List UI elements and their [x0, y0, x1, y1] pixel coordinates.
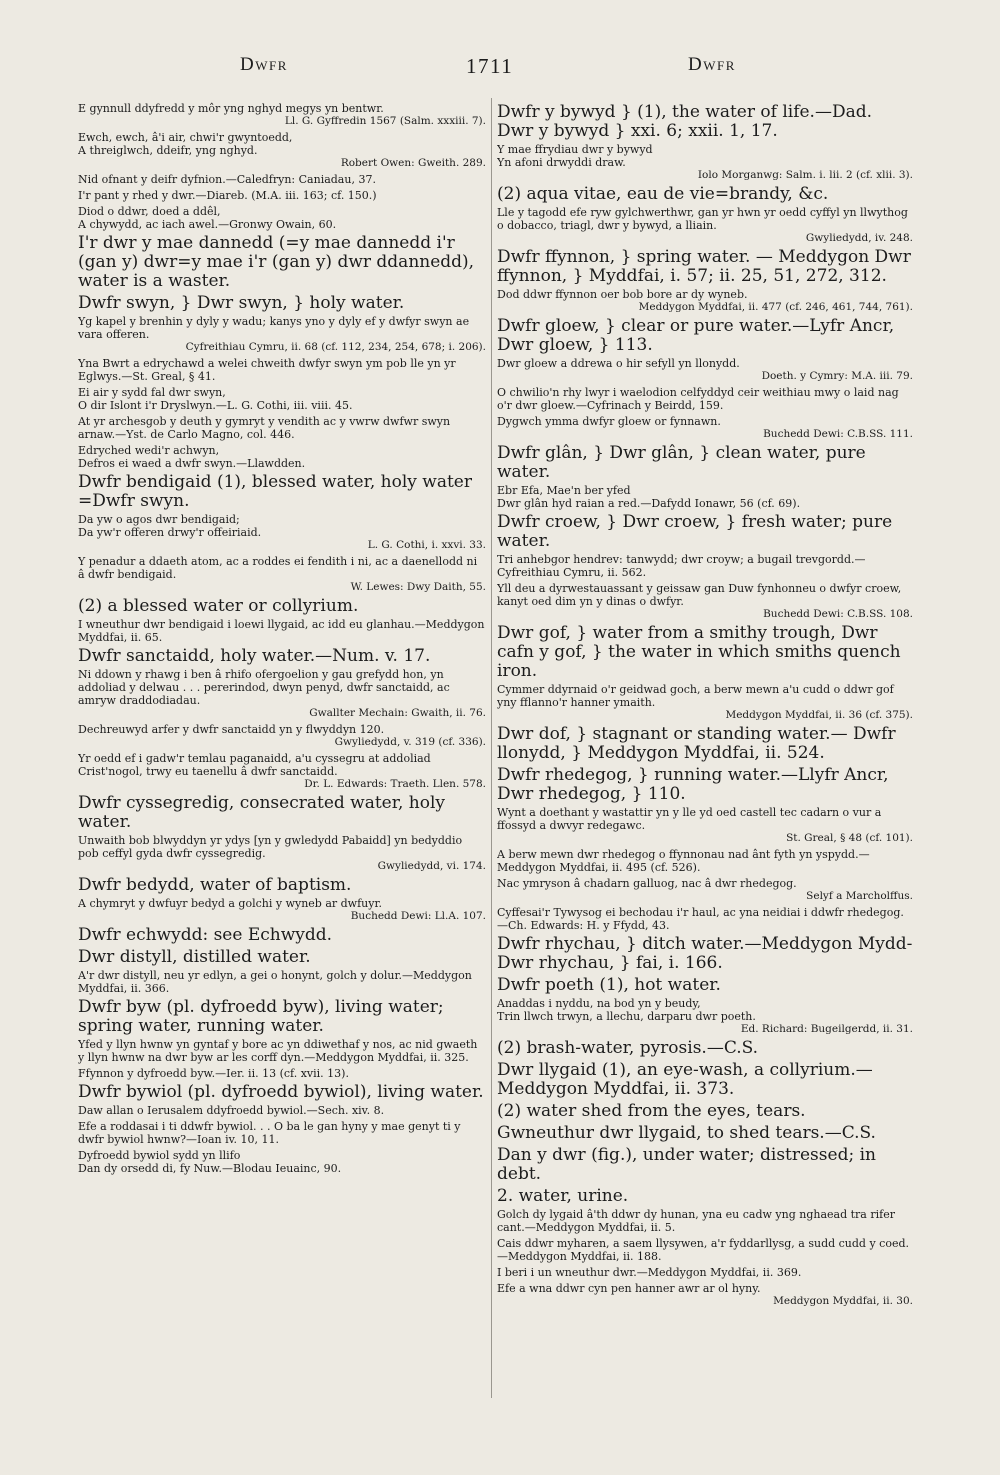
quotation-line: Dygwch ymma dwfyr gloew or fynnawn. — [497, 415, 721, 428]
quotation-line: At yr archesgob y deuth y gymryt y vendith ac y vwrw dwfwr swyn arnaw.—Yst. de Carlo Magno, col. 446. — [78, 415, 451, 441]
quotation-line: A chywydd, ac iach awel.—Gronwy Owain, 60. — [78, 218, 337, 231]
quotation-line: Efe a roddasai i ti ddwfr bywiol. . . O ba le gan hyny y mae genyt ti y dwfr bywiol hwnw?—Ioan iv. 10, 11. — [78, 1120, 461, 1146]
dictionary-entry: Dwfr bywiol (pl. dyfroedd bywiol), living water. — [78, 1082, 484, 1102]
quotation-source: Iolo Morganwg: Salm. i. lii. 2 (cf. xlii. 3). — [697, 169, 913, 181]
quotation — [78, 555, 486, 594]
quotation — [78, 357, 486, 383]
quotation-line: Unwaith bob blwyddyn yr ydys [yn y gwledydd Pabaidd] yn bedyddio pob ceffyl gyda dwfr cyssegredig. — [78, 834, 463, 860]
header-right-word: Dwfr — [688, 54, 736, 75]
quotation-line: Anaddas i nyddu, na bod yn y beudy, — [497, 997, 701, 1010]
quotation — [497, 848, 913, 874]
quotation-source: Gwallter Mechain: Gwaith, ii. 76. — [309, 707, 486, 719]
dictionary-entry: Dwfr poeth (1), hot water. — [497, 975, 721, 995]
quotation-line: Wynt a doethant y wastattir yn y lle yd oed castell tec cadarn o vur a ffossyd a dwvyr redegawc. — [497, 806, 882, 832]
quotation-source: Cyfreithiau Cymru, ii. 68 (cf. 112, 234, 254, 678; i. 206). — [185, 341, 486, 353]
quotation-source: Buchedd Dewi: Ll.A. 107. — [350, 910, 486, 922]
quotation — [497, 806, 913, 845]
column-divider — [491, 98, 492, 1398]
quotation — [78, 444, 486, 470]
quotation — [497, 906, 913, 932]
dictionary-entry: Dwfr bedydd, water of baptism. — [78, 875, 352, 895]
quotation — [497, 288, 913, 314]
quotation — [78, 618, 486, 644]
quotation — [78, 513, 486, 552]
quotation-line: A'r dwr distyll, neu yr edlyn, a gei o honynt, golch y dolur.—Meddygon Myddfai, ii. 366. — [78, 969, 472, 995]
dictionary-entry: Dwr llygaid (1), an eye-wash, a collyrium.—Meddygon Myddfai, ii. 373. — [497, 1060, 873, 1099]
quotation-line: Ewch, ewch, â'i air, chwi'r gwyntoedd, — [78, 131, 293, 144]
quotation-source: Ed. Richard: Bugeilgerdd, ii. 31. — [740, 1023, 913, 1035]
quotation-source: Meddygon Myddfai, ii. 30. — [773, 1295, 913, 1307]
quotation-source: Gwyliedydd, vi. 174. — [377, 860, 486, 872]
quotation — [78, 723, 486, 749]
quotation-line: Ni ddown y rhawg i ben â rhifo ofergoelion y gau grefydd hon, yn addoliad y delwau . . . pererindod, dwyn penyd, dwfr sanctaidd, ac amryw draddodiadau. — [78, 668, 450, 707]
dictionary-entry: I'r dwr y mae dannedd (=y mae dannedd i'r (gan y) dwr=y mae i'r (gan y) dwr ddannedd), water is a waster. — [78, 233, 475, 291]
dictionary-entry: Dan y dwr (fig.), under water; distressed; in debt. — [497, 1145, 876, 1184]
dictionary-entry: Gwneuthur dwr llygaid, to shed tears.—C.S. — [497, 1123, 876, 1143]
quotation-line: Yll deu a dyrwestauassant y geissaw gan Duw fynhonneu o dwfyr croew, kanyt oed dim yn y dinas o dwfyr. — [497, 582, 902, 608]
quotation-source: Dr. L. Edwards: Traeth. Llen. 578. — [304, 778, 486, 790]
quotation-line: Dwr glân hyd raian a red.—Dafydd Ionawr, 56 (cf. 69). — [497, 497, 801, 510]
quotation-line: Cymmer ddyrnaid o'r geidwad goch, a berw mewn a'u cudd o ddwr gof yny fflanno'r hanner ymaith. — [497, 683, 894, 709]
quotation-line: Dechreuwyd arfer y dwfr sanctaidd yn y flwyddyn 120. — [78, 723, 385, 736]
quotation-line: Trin llwch trwyn, a llechu, darparu dwr poeth. — [497, 1010, 756, 1023]
dictionary-entry: Dwfr byw (pl. dyfroedd byw), living water; spring water, running water. — [78, 997, 444, 1036]
quotation-line: A threiglwch, ddeifr, yng nghyd. — [78, 144, 258, 157]
quotation-source: Meddygon Myddfai, ii. 477 (cf. 246, 461, 744, 761). — [638, 301, 913, 313]
dictionary-entry: (2) water shed from the eyes, tears. — [497, 1101, 806, 1121]
quotation — [78, 1149, 486, 1175]
quotation-line: O chwilio'n rhy lwyr i waelodion celfyddyd ceir weithiau mwy o laid nag o'r dwr gloew.—Cyfrinach y Beirdd, 159. — [497, 386, 899, 412]
quotation — [497, 386, 913, 412]
quotation-line: Nac ymryson â chadarn galluog, nac â dwr rhedegog. — [497, 877, 797, 890]
quotation-line: Golch dy lygaid â'th ddwr dy hunan, yna eu cadw yng nghaead tra rifer cant.—Meddygon Myddfai, ii. 5. — [497, 1208, 895, 1234]
quotation — [497, 1237, 913, 1263]
dictionary-entry: (2) a blessed water or collyrium. — [78, 596, 359, 616]
quotation-line: Dod ddwr ffynnon oer bob bore ar dy wyneb. — [497, 288, 748, 301]
quotation-line: Edryched wedi'r achwyn, — [78, 444, 220, 457]
quotation-line: Nid ofnant y deifr dyfnion.—Caledfryn: Caniadau, 37. — [78, 173, 376, 186]
quotation-line: A chymryt y dwfuyr bedyd a golchi y wyneb ar dwfuyr. — [78, 897, 383, 910]
quotation-source: Meddygon Myddfai, ii. 36 (cf. 375). — [725, 709, 913, 721]
quotation-line: I'r pant y rhed y dwr.—Diareb. (M.A. iii. 163; cf. 150.) — [78, 189, 377, 202]
quotation-line: Dan dy orsedd di, fy Nuw.—Blodau Ieuainc, 90. — [78, 1162, 342, 1175]
dictionary-entry: Dwfr ffynnon, } spring water. — Meddygon Dwr ffynnon, } Myddfai, i. 57; ii. 25, 51, 272, 312. — [497, 247, 911, 286]
dictionary-entry: Dwfr rhychau, } ditch water.—Meddygon Mydd- Dwr rhychau, } fai, i. 166. — [497, 934, 913, 973]
dictionary-entry: Dwfr cyssegredig, consecrated water, holy water. — [78, 793, 446, 832]
quotation — [78, 969, 486, 995]
dictionary-entry: Dwfr glân, } Dwr glân, } clean water, pure water. — [497, 443, 866, 482]
dictionary-entry: Dwr dof, } stagnant or standing water.— Dwfr llonydd, } Meddygon Myddfai, ii. 524. — [497, 724, 896, 763]
quotation-line: Defros ei waed a dwfr swyn.—Llawdden. — [78, 457, 306, 470]
quotation-line: Yna Bwrt a edrychawd a welei chweith dwfyr swyn ym pob lle yn yr Eglwys.—St. Greal, § 41. — [78, 357, 456, 383]
quotation-line: I wneuthur dwr bendigaid i loewi llygaid, ac idd eu glanhau.—Meddygon Myddfai, ii. 65. — [78, 618, 485, 644]
dictionary-entry: 2. water, urine. — [497, 1186, 629, 1206]
quotation — [78, 173, 486, 186]
quotation-line: Daw allan o Ierusalem ddyfroedd bywiol.—Sech. xiv. 8. — [78, 1104, 385, 1117]
quotation-line: Efe a wna ddwr cyn pen hanner awr ar ol hyny. — [497, 1282, 761, 1295]
quotation-line: Y penadur a ddaeth atom, ac a roddes ei fendith i ni, ac a daenellodd ni â dwfr bendigaid. — [78, 555, 478, 581]
quotation-source: Gwyliedydd, v. 319 (cf. 336). — [334, 736, 486, 748]
dictionary-entry: Dwfr swyn, } Dwr swyn, } holy water. — [78, 293, 405, 313]
quotation-line: Y mae ffrydiau dwr y bywyd — [497, 143, 653, 156]
quotation-line: Ei air y sydd fal dwr swyn, — [78, 386, 226, 399]
quotation-source: Robert Owen: Gweith. 289. — [340, 157, 486, 169]
quotation-source: Selyf a Marcholffus. — [806, 890, 913, 902]
quotation-source: Ll. G. Gyffredin 1567 (Salm. xxxiii. 7). — [284, 115, 486, 127]
quotation — [78, 386, 486, 412]
quotation — [78, 102, 486, 128]
quotation-source: W. Lewes: Dwy Daith, 55. — [350, 581, 486, 593]
dictionary-entry: Dwfr sanctaidd, holy water.—Num. v. 17. — [78, 646, 431, 666]
quotation-line: A berw mewn dwr rhedegog o ffynnonau nad ânt fyth yn yspydd.—Meddygon Myddfai, ii. 495 (cf. 526). — [497, 848, 870, 874]
dictionary-entry: Dwr distyll, distilled water. — [78, 947, 311, 967]
quotation-line: Dyfroedd bywiol sydd yn llifo — [78, 1149, 241, 1162]
quotation-line: Cyffesai'r Tywysog ei bechodau i'r haul, ac yna neidiai i ddwfr rhedegog.—Ch. Edwards: H. y Ffydd, 43. — [497, 906, 904, 932]
quotation-line: Yn afoni drwyddi draw. — [497, 156, 626, 169]
quotation-line: Lle y tagodd efe ryw gylchwerthwr, gan yr hwn yr oedd cyffyl yn llwythog o dobacco, triagl, dwr y bywyd, a lliain. — [497, 206, 908, 232]
right-column — [497, 100, 913, 1460]
quotation — [497, 206, 913, 245]
dictionary-entry: Dwfr gloew, } clear or pure water.—Lyfr Ancr, Dwr gloew, } 113. — [497, 316, 895, 355]
quotation — [497, 1208, 913, 1234]
quotation — [497, 553, 913, 579]
quotation-source: Gwyliedydd, iv. 248. — [805, 232, 913, 244]
quotation — [497, 357, 913, 383]
dictionary-entry: (2) brash-water, pyrosis.—C.S. — [497, 1038, 759, 1058]
dictionary-entry: Dwfr rhedegog, } running water.—Llyfr Ancr, Dwr rhedegog, } 110. — [497, 765, 889, 804]
quotation-line: Da yw'r offeren drwy'r offeiriaid. — [78, 526, 262, 539]
dictionary-entry: Dwfr y bywyd } (1), the water of life.—Dad. Dwr y bywyd } xxi. 6; xxii. 1, 17. — [497, 102, 873, 141]
quotation — [497, 582, 913, 621]
quotation — [497, 415, 913, 441]
quotation — [78, 189, 486, 202]
quotation-line: Yfed y llyn hwnw yn gyntaf y bore ac yn ddiwethaf y nos, ac nid gwaeth y llyn hwnw na dwr byw ar les corff dyn.—Meddygon Myddfai, ii. 325. — [78, 1038, 478, 1064]
quotation — [78, 315, 486, 354]
dictionary-entry: Dwr gof, } water from a smithy trough, Dwr cafn y gof, } the water in which smiths quench iron. — [497, 623, 901, 681]
quotation-line: Dwr gloew a ddrewa o hir sefyll yn llonydd. — [497, 357, 740, 370]
quotation-source: Buchedd Dewi: C.B.SS. 111. — [763, 428, 913, 440]
quotation — [78, 897, 486, 923]
quotation-source: Doeth. y Cymry: M.A. iii. 79. — [761, 370, 913, 382]
quotation — [78, 668, 486, 720]
quotation — [497, 1282, 913, 1308]
page-header — [0, 54, 1000, 84]
quotation — [497, 143, 913, 182]
quotation-source: St. Greal, § 48 (cf. 101). — [786, 832, 913, 844]
quotation — [497, 1266, 913, 1279]
quotation-line: Da yw o agos dwr bendigaid; — [78, 513, 240, 526]
quotation — [78, 1067, 486, 1080]
quotation — [497, 997, 913, 1036]
quotation-line: Yg kapel y brenhin y dyly y wadu; kanys yno y dyly ef y dwfyr swyn ae vara offeren. — [78, 315, 470, 341]
left-column — [78, 100, 486, 1460]
quotation — [78, 131, 486, 170]
quotation-source: Buchedd Dewi: C.B.SS. 108. — [763, 608, 913, 620]
quotation — [78, 834, 486, 873]
quotation — [497, 484, 913, 510]
quotation — [78, 752, 486, 791]
quotation-line: I beri i un wneuthur dwr.—Meddygon Myddfai, ii. 369. — [497, 1266, 802, 1279]
quotation-line: Diod o ddwr, doed a ddêl, — [78, 205, 221, 218]
quotation — [78, 205, 486, 231]
quotation — [78, 1104, 486, 1117]
quotation-line: E gynnull ddyfredd y môr yng nghyd megys yn bentwr. — [78, 102, 384, 115]
dictionary-entry: Dwfr croew, } Dwr croew, } fresh water; pure water. — [497, 512, 893, 551]
quotation — [78, 1038, 486, 1064]
dictionary-entry: Dwfr echwydd: see Echwydd. — [78, 925, 333, 945]
header-left-word: Dwfr — [240, 54, 288, 75]
quotation-line: Ffynnon y dyfroedd byw.—Ier. ii. 13 (cf. xvii. 13). — [78, 1067, 349, 1080]
quotation-line: Yr oedd ef i gadw'r temlau paganaidd, a'u cyssegru at addoliad Crist'nogol, trwy eu taenellu â dwfr sanctaidd. — [78, 752, 431, 778]
quotation-line: Cais ddwr myharen, a saem llysywen, a'r fyddarllysg, a sudd cudd y coed.—Meddygon Myddfai, ii. 188. — [497, 1237, 910, 1263]
quotation-line: Tri anhebgor hendrev: tanwydd; dwr croyw; a bugail trevgordd.—Cyfreithiau Cymru, ii. 562. — [497, 553, 866, 579]
quotation-line: Ebr Efa, Mae'n ber yfed — [497, 484, 631, 497]
page-number: 1711 — [466, 54, 514, 78]
quotation-line: O dir Islont i'r Dryslwyn.—L. G. Cothi, iii. viii. 45. — [78, 399, 353, 412]
quotation — [497, 877, 913, 903]
quotation — [497, 683, 913, 722]
dictionary-entry: Dwfr bendigaid (1), blessed water, holy water =Dwfr swyn. — [78, 472, 472, 511]
quotation — [78, 415, 486, 441]
quotation-source: L. G. Cothi, i. xxvi. 33. — [367, 539, 486, 551]
quotation — [78, 1120, 486, 1146]
dictionary-entry: (2) aqua vitae, eau de vie=brandy, &c. — [497, 184, 829, 204]
